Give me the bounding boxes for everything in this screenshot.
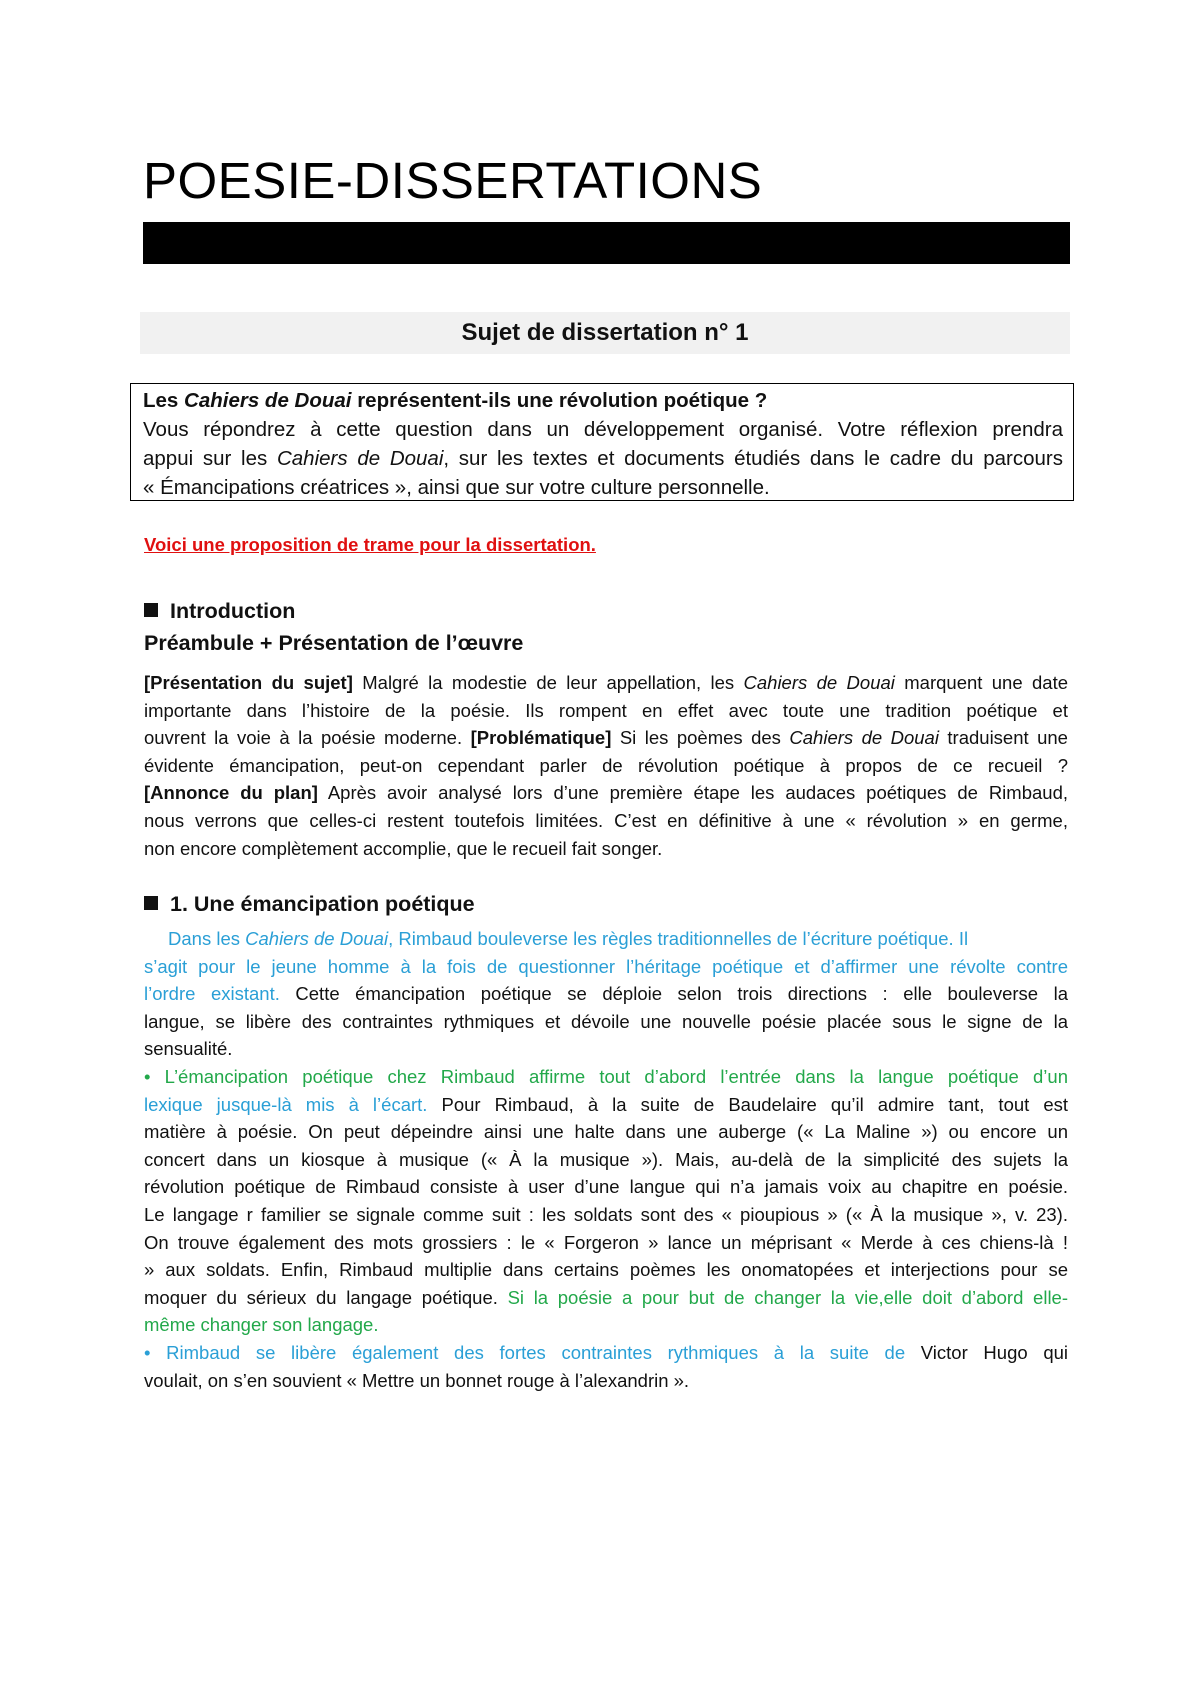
text-line: Le langage r familier se signale comme suit : les soldats sont des « pioupious » (« À la musique », v. 23). — [144, 1203, 1068, 1225]
text-line: [Annonce du plan] Après avoir analysé lors d’une première étape les audaces poétiques de Rimbaud, — [144, 782, 1068, 804]
text-line: matière à poésie. On peut dépeindre ainsi une halte dans une auberge (« La Maline ») ou encore un — [144, 1121, 1068, 1143]
title-underline-bar — [143, 222, 1070, 264]
text-line: Dans les Cahiers de Douai, Rimbaud bouleverse les règles traditionnelles de l’écriture poétique. Il — [168, 928, 969, 949]
text-line: moquer du sérieux du langage poétique. Si la poésie a pour but de changer la vie,elle doit d’abord elle- — [144, 1286, 1068, 1308]
intro-heading: Introduction — [144, 596, 295, 626]
text-line: » aux soldats. Enfin, Rimbaud multiplie dans certains poèmes les onomatopées et interjections pour se — [144, 1259, 1068, 1281]
text-line: [Présentation du sujet] Malgré la modestie de leur appellation, les Cahiers de Douai marquent une date — [144, 672, 1068, 693]
text-line: révolution poétique de Rimbaud consiste à user d’une langue qui n’a jamais voix au chapitre en poésie. — [144, 1176, 1068, 1198]
text-line: l’ordre existant. Cette émancipation poétique se déploie selon trois directions : elle bouleverse la — [144, 983, 1068, 1005]
intro-paragraph — [144, 669, 1068, 862]
text-line: nous verrons que celles-ci restent toutefois limitées. C’est en définitive à une « révolution » en germe, — [144, 809, 1068, 831]
instruction-line: appui sur les Cahiers de Douai, sur les textes et documents étudiés dans le cadre du parcours — [143, 447, 1063, 470]
part1-heading: 1. Une émancipation poétique — [144, 889, 475, 919]
document-title: POESIE-DISSERTATIONS — [143, 152, 763, 209]
text-line: sensualité. — [144, 1038, 233, 1060]
proposal-link[interactable]: Voici une proposition de trame pour la dissertation. — [144, 534, 596, 555]
text-line: On trouve également des mots grossiers : le « Forgeron » lance un méprisant « Merde à ces chiens-là ! — [144, 1231, 1068, 1253]
intro-subheading: Préambule + Présentation de l’œuvre — [144, 631, 524, 655]
instruction-line: Vous répondrez à cette question dans un développement organisé. Votre réflexion prendra — [143, 418, 1063, 441]
text-line: évidente émancipation, peut-on cependant parler de révolution poétique à propos de ce recueil ? — [144, 754, 1068, 776]
square-bullet-icon — [144, 603, 158, 617]
square-bullet-icon — [144, 896, 158, 910]
text-line: lexique jusque-là mis à l’écart. Pour Rimbaud, à la suite de Baudelaire qu’il admire tant, tout est — [144, 1093, 1068, 1115]
bullet-line: • L’émancipation poétique chez Rimbaud affirme tout d’abord l’entrée dans la langue poétique d’un — [144, 1065, 1068, 1087]
text-line: voulait, on s’en souvient « Mettre un bonnet rouge à l’alexandrin ». — [144, 1369, 690, 1391]
text-line: non encore complètement accomplie, que le recueil fait songer. — [144, 837, 663, 859]
text-line: ouvrent la voie à la poésie moderne. [Problématique] Si les poèmes des Cahiers de Douai traduisent une — [144, 727, 1068, 749]
bullet-line: • Rimbaud se libère également des fortes contraintes rythmiques à la suite de Victor Hugo qui — [144, 1341, 1068, 1363]
text-line: concert dans un kiosque à musique (« À la musique »). Mais, au-delà de la simplicité des sujets la — [144, 1148, 1068, 1170]
instruction-line: « Émancipations créatrices », ainsi que sur votre culture personnelle. — [143, 476, 770, 499]
text-line: s’agit pour le jeune homme à la fois de questionner l’héritage poétique et d’affirmer une révolte contre — [144, 955, 1068, 977]
text-line: même changer son langage. — [144, 1314, 379, 1336]
part1-paragraph — [144, 925, 1068, 1394]
subject-title: Sujet de dissertation n° 1 — [461, 319, 749, 346]
text-line: importante dans l’histoire de la poésie. Ils rompent en effet avec toute une tradition poétique et — [144, 699, 1068, 721]
subject-heading — [140, 312, 1070, 354]
text-line: langue, se libère des contraintes rythmiques et dévoile une nouvelle poésie placée sous le signe de la — [144, 1010, 1068, 1032]
question-line: Les Cahiers de Douai représentent-ils une révolution poétique ? — [143, 389, 768, 412]
question-box — [130, 383, 1074, 501]
